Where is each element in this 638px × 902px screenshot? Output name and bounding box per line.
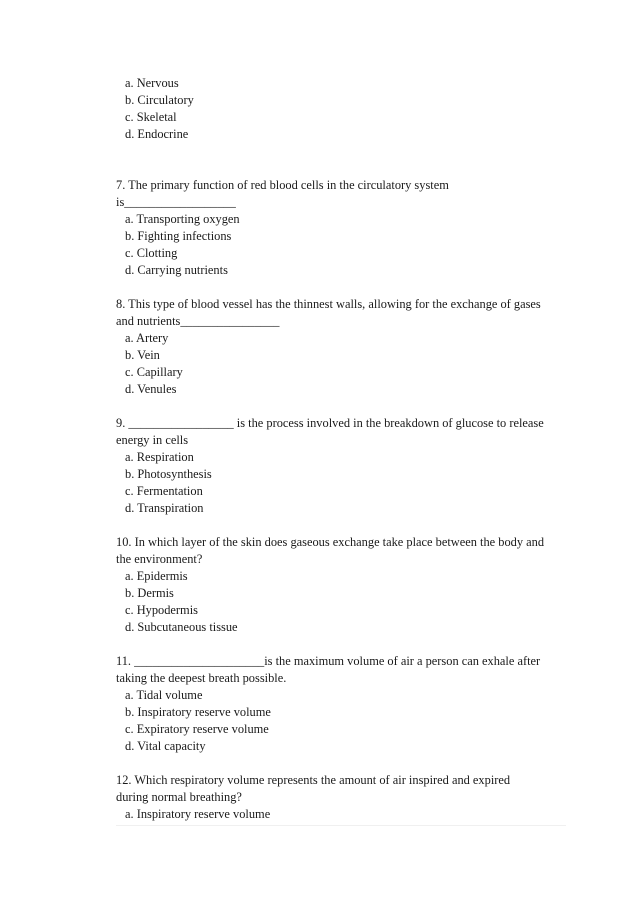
question-text: taking the deepest breath possible. <box>116 671 287 685</box>
spacer <box>116 517 566 534</box>
question-text: the environment? <box>116 552 203 566</box>
question-text: 11. _____________________is the maximum volume of air a person can exhale after <box>116 654 541 668</box>
answer-option: d. Transpiration <box>125 501 204 515</box>
question-11 <box>116 653 566 755</box>
question-8 <box>116 296 566 398</box>
question-12 <box>116 772 566 823</box>
question-9 <box>116 415 566 517</box>
answer-option: c. Hypodermis <box>125 603 198 617</box>
question-text: energy in cells <box>116 433 189 447</box>
question-text: 9. _________________ is the process involved in the breakdown of glucose to release <box>116 416 544 430</box>
answer-option: b. Photosynthesis <box>125 467 212 481</box>
answer-option: d. Carrying nutrients <box>125 263 228 277</box>
answer-option: d. Endocrine <box>125 127 189 141</box>
answer-option: c. Capillary <box>125 365 183 379</box>
answer-option: d. Venules <box>125 382 177 396</box>
question-text: is__________________ <box>116 195 236 209</box>
answer-option: c. Fermentation <box>125 484 203 498</box>
answer-option: b. Inspiratory reserve volume <box>125 705 271 719</box>
answer-option: c. Expiratory reserve volume <box>125 722 269 736</box>
answer-option: a. Tidal volume <box>125 688 203 702</box>
question-text: 12. Which respiratory volume represents the amount of air inspired and expired <box>116 773 511 787</box>
spacer <box>116 143 566 177</box>
answer-option: d. Vital capacity <box>125 739 206 753</box>
answer-option: a. Transporting oxygen <box>125 212 240 226</box>
answer-option: c. Clotting <box>125 246 178 260</box>
spacer <box>116 636 566 653</box>
page-bottom-divider <box>116 825 566 826</box>
answer-option: b. Circulatory <box>125 93 194 107</box>
answer-option: c. Skeletal <box>125 110 177 124</box>
question-text: during normal breathing? <box>116 790 242 804</box>
answer-option: a. Nervous <box>125 76 179 90</box>
answer-option: a. Artery <box>125 331 169 345</box>
spacer <box>116 755 566 772</box>
question-text: and nutrients________________ <box>116 314 280 328</box>
answer-option: a. Epidermis <box>125 569 188 583</box>
answer-option: b. Dermis <box>125 586 174 600</box>
spacer <box>116 279 566 296</box>
answer-option: a. Respiration <box>125 450 194 464</box>
question-10 <box>116 534 566 636</box>
answer-option: d. Subcutaneous tissue <box>125 620 238 634</box>
answer-option: b. Vein <box>125 348 160 362</box>
question-text: 10. In which layer of the skin does gaseous exchange take place between the body and <box>116 535 545 549</box>
answer-option: b. Fighting infections <box>125 229 232 243</box>
question-6-options <box>116 75 566 143</box>
question-text: 7. The primary function of red blood cells in the circulatory system <box>116 178 449 192</box>
question-text: 8. This type of blood vessel has the thinnest walls, allowing for the exchange of gases <box>116 297 541 311</box>
question-7 <box>116 177 566 279</box>
answer-option: a. Inspiratory reserve volume <box>125 807 271 821</box>
page-content <box>116 75 566 823</box>
spacer <box>116 398 566 415</box>
